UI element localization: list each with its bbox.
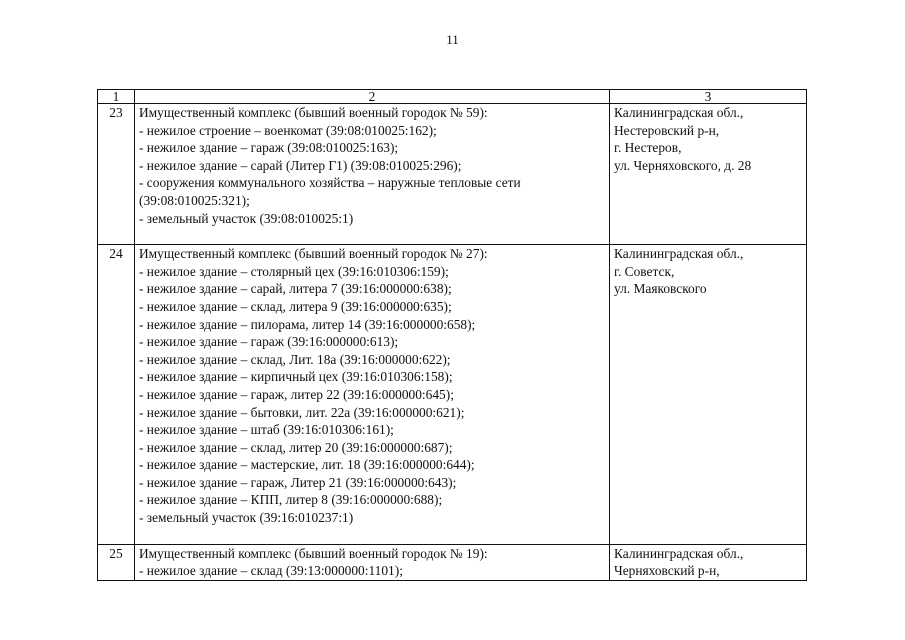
description-line: - нежилое здание – склад, Лит. 18а (39:16:000000:622); bbox=[139, 351, 451, 367]
description-line: - нежилое строение – военкомат (39:08:010025:162); bbox=[139, 122, 437, 138]
description-line: Имущественный комплекс (бывший военный городок № 19): bbox=[139, 545, 488, 561]
description-line: Имущественный комплекс (бывший военный городок № 27): bbox=[139, 246, 488, 262]
description-line: - нежилое здание – кирпичный цех (39:16:010306:158); bbox=[139, 369, 453, 385]
description-line: - нежилое здание – гараж, литер 22 (39:16:000000:645); bbox=[139, 386, 454, 402]
address-line: Нестеровский р-н, bbox=[614, 122, 720, 138]
row-number: 23 bbox=[98, 104, 135, 245]
address-line: ул. Маяковского bbox=[614, 281, 707, 297]
address-line: Калининградская обл., bbox=[614, 105, 744, 120]
property-table bbox=[97, 89, 807, 581]
row-number: 25 bbox=[98, 544, 135, 580]
description-line: - нежилое здание – сарай, литера 7 (39:16:000000:638); bbox=[139, 281, 452, 297]
table-row bbox=[98, 245, 807, 545]
description-line: - нежилое здание – гараж (39:08:010025:163); bbox=[139, 140, 399, 156]
property-description bbox=[135, 104, 610, 245]
address-line: Черняховский р-н, bbox=[614, 563, 720, 579]
description-line: - сооружения коммунального хозяйства – наружные тепловые сети bbox=[139, 175, 521, 191]
description-line: - земельный участок (39:08:010025:1) bbox=[139, 210, 354, 226]
description-line: - нежилое здание – штаб (39:16:010306:161); bbox=[139, 422, 394, 438]
description-line: (39:08:010025:321); bbox=[139, 192, 250, 208]
property-address bbox=[610, 104, 807, 245]
description-line: - нежилое здание – склад (39:13:000000:1101); bbox=[139, 563, 403, 579]
description-line: - нежилое здание – склад, литер 20 (39:16:000000:687); bbox=[139, 439, 453, 455]
address-line: г. Нестеров, bbox=[614, 140, 682, 156]
address-line: Калининградская обл., bbox=[614, 246, 744, 262]
description-line: Имущественный комплекс (бывший военный городок № 59): bbox=[139, 105, 488, 120]
description-line: - нежилое здание – КПП, литер 8 (39:16:000000:688); bbox=[139, 492, 443, 508]
description-line: - нежилое здание – столярный цех (39:16:010306:159); bbox=[139, 263, 449, 279]
description-line: - нежилое здание – бытовки, лит. 22а (39:16:000000:621); bbox=[139, 404, 465, 420]
row-number: 24 bbox=[98, 245, 135, 545]
property-address bbox=[610, 245, 807, 545]
table-row bbox=[98, 544, 807, 580]
table-row bbox=[98, 104, 807, 245]
property-description bbox=[135, 544, 610, 580]
address-line: ул. Черняховского, д. 28 bbox=[614, 157, 752, 173]
address-line: Калининградская обл., bbox=[614, 545, 744, 561]
description-line: - нежилое здание – пилорама, литер 14 (39:16:000000:658); bbox=[139, 316, 476, 332]
description-line: - нежилое здание – гараж (39:16:000000:613); bbox=[139, 334, 399, 350]
page-number: 11 bbox=[446, 32, 459, 47]
description-line: - земельный участок (39:16:010237:1) bbox=[139, 510, 354, 526]
address-line: г. Советск, bbox=[614, 263, 675, 279]
description-line: - нежилое здание – склад, литера 9 (39:16:000000:635); bbox=[139, 298, 452, 314]
table-header-row bbox=[98, 90, 807, 104]
column-header-1: 1 bbox=[98, 90, 135, 104]
description-line: - нежилое здание – сарай (Литер Г1) (39:08:010025:296); bbox=[139, 157, 462, 173]
property-description bbox=[135, 245, 610, 545]
description-line: - нежилое здание – гараж, Литер 21 (39:16:000000:643); bbox=[139, 474, 457, 490]
column-header-3: 3 bbox=[610, 90, 807, 104]
column-header-2: 2 bbox=[135, 90, 610, 104]
property-address bbox=[610, 544, 807, 580]
description-line: - нежилое здание – мастерские, лит. 18 (39:16:000000:644); bbox=[139, 457, 475, 473]
